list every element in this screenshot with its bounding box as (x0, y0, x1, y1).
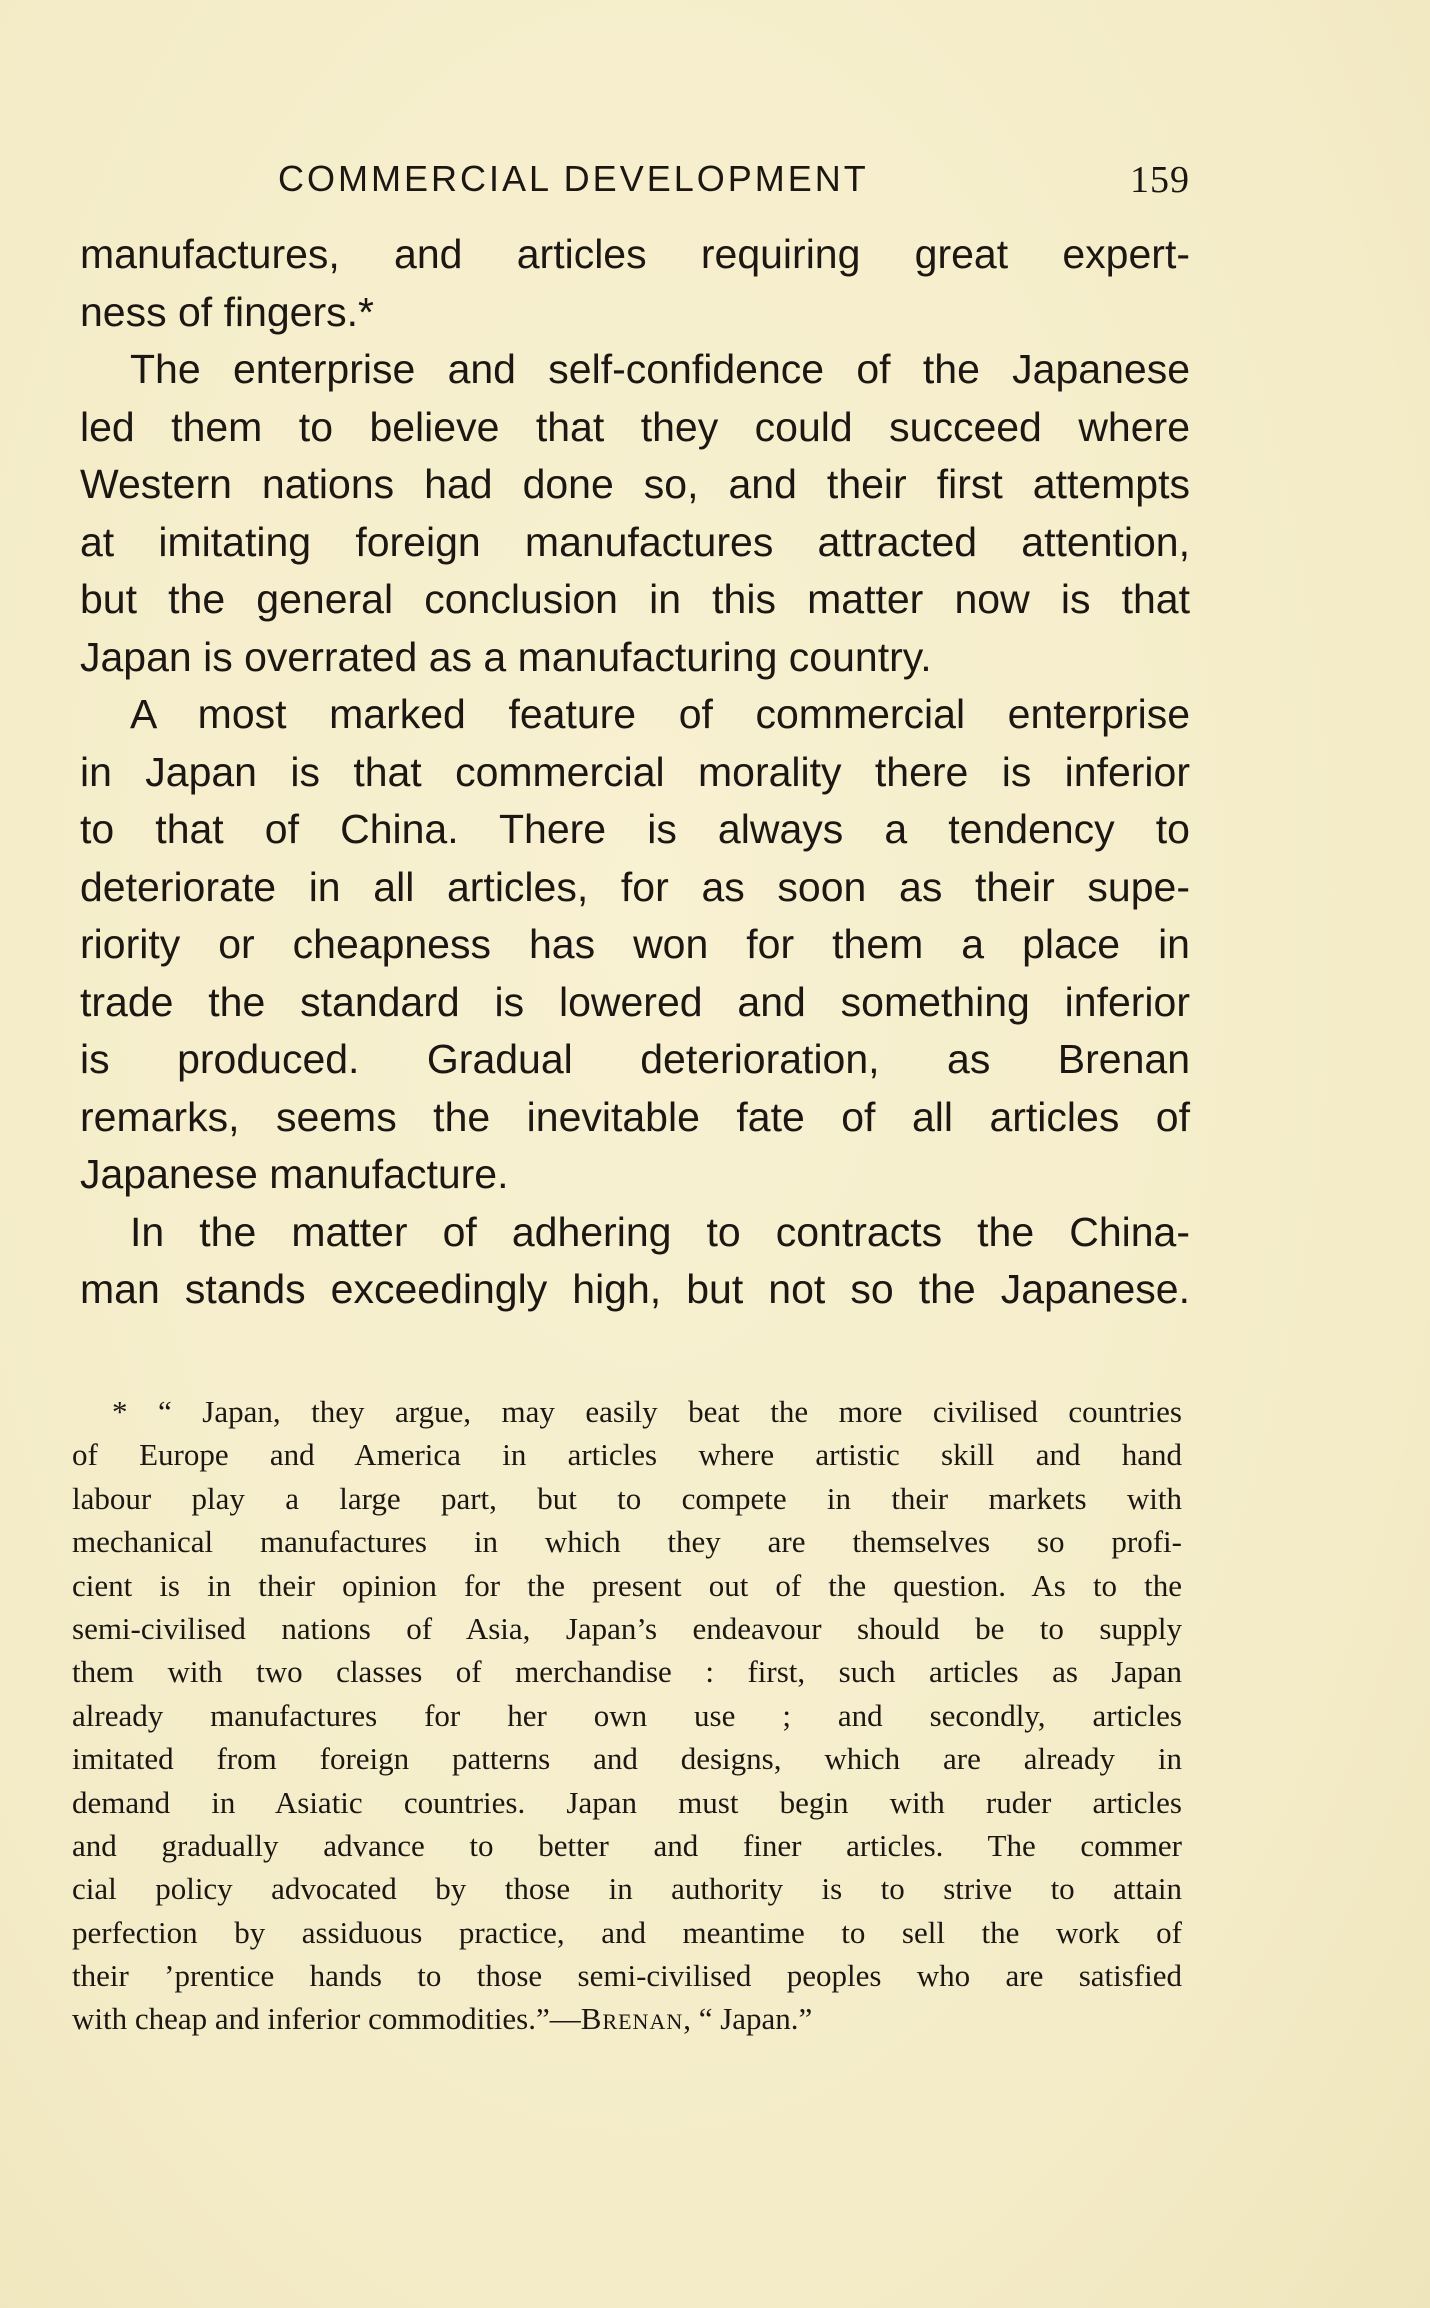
body-text (80, 226, 1190, 1319)
footnote-line: already manufactures for her own use ; and secondly, articles (72, 1697, 1182, 1733)
footnote-line: * “ Japan, they argue, may easily beat the more civilised countries (112, 1394, 1182, 1429)
body-line: The enterprise and self-confidence of the Japanese (130, 346, 1190, 392)
body-line: In the matter of adhering to contracts the China- (130, 1208, 1190, 1255)
footnote-line: imitated from foreign patterns and designs, which are already in (72, 1741, 1182, 1777)
footnote-line: semi-civilised nations of Asia, Japan’s endeavour should be to supply (72, 1610, 1182, 1646)
body-line: but the general conclusion in this matter now is that (80, 576, 1190, 622)
body-line: is produced. Gradual deterioration, as Brenan (80, 1036, 1190, 1082)
footnote-line: them with two classes of merchandise : first, such articles as Japan (72, 1654, 1182, 1690)
body-line: manufactures, and articles requiring great expert- (80, 231, 1190, 277)
footnote-line: mechanical manufactures in which they are themselves so profi- (72, 1524, 1182, 1560)
body-line: Western nations had done so, and their first attempts (80, 461, 1190, 507)
footnote-line: cial policy advocated by those in authority is to strive to attain (72, 1871, 1182, 1907)
page-header (80, 158, 1190, 208)
footnote-line: of Europe and America in articles where artistic skill and hand (72, 1437, 1182, 1473)
footnote-line: labour play a large part, but to compete in their markets with (72, 1480, 1182, 1516)
footnote-line-text: with cheap and inferior commodities.”— (72, 2001, 581, 2037)
footnote-line-tail: , “ Japan.” (683, 2001, 813, 2037)
running-title: COMMERCIAL DEVELOPMENT (278, 158, 869, 199)
body-line: led them to believe that they could succeed where (80, 403, 1190, 450)
footnote-line: perfection by assiduous practice, and meantime to sell the work of (72, 1914, 1182, 1950)
body-line: Japanese manufacture. (80, 1151, 509, 1197)
page-number: 159 (1130, 159, 1190, 201)
body-line: deteriorate in all articles, for as soon as their supe- (80, 863, 1190, 910)
body-line: A most marked feature of commercial enterprise (130, 691, 1190, 737)
footnote (72, 1390, 1182, 2041)
body-line: trade the standard is lowered and something inferior (80, 978, 1190, 1025)
body-line: at imitating foreign manufactures attracted attention, (80, 518, 1190, 565)
footnote-line: and gradually advance to better and finer articles. The commer (72, 1827, 1182, 1863)
body-line: to that of China. There is always a tendency to (80, 806, 1190, 852)
footnote-line: cient is in their opinion for the present out of the question. As to the (72, 1567, 1182, 1603)
body-line: remarks, seems the inevitable fate of all articles of (80, 1093, 1190, 1140)
body-line: Japan is overrated as a manufacturing country. (80, 633, 932, 680)
footnote-line: demand in Asiatic countries. Japan must begin with ruder articles (72, 1784, 1182, 1820)
footnote-author: Brenan (580, 2001, 684, 2037)
body-line: ness of fingers.* (80, 288, 374, 335)
body-line: man stands exceedingly high, but not so the Japanese. (80, 1266, 1190, 1312)
footnote-last-line (72, 1997, 1182, 2040)
body-line: riority or cheapness has won for them a place in (80, 921, 1190, 967)
body-line: in Japan is that commercial morality there is inferior (80, 748, 1190, 795)
footnote-line: their ’prentice hands to those semi-civilised peoples who are satisfied (72, 1958, 1182, 1994)
